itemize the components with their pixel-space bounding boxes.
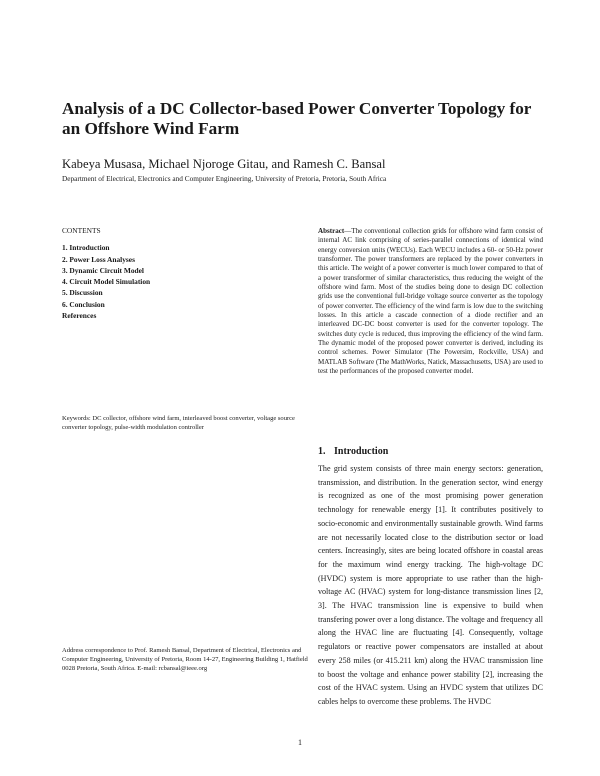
abstract-text: —The conventional collection grids for offshore wind farm consist of internal AC link comprising of series-parallel connections of identical wind energy conversion units (WECUs). Each WECU includes a 60- or 50-Hz power transformer. The power transformers are replaced by the power converters in this article. The weight of a power converter is much lower compared to that of a power transformer of similar characteristics, thus reducing the weight of the offshore wind farm. Most of the studies being done to design DC collection grids use the conventional full-bridge voltage source converter as the topology of power converter. The efficiency of the wind farm is low due to the switching losses. In this article a cascade connection of a diode rectifier and an interleaved DC-DC boost converter is used for the converter topology. The switches duty cycle is reduced, thus improving the efficiency of the wind farm. The dynamic model of the proposed power converter is derived, including its control schemes. Power Simulator (The Powersim, Rockville, USA) and MATLAB Software (The MathWorks, Natick, Massachusetts, USA) are used to test the performances of the proposed converter model. xyxy=(318,227,543,375)
correspondence-address: Address correspondence to Prof. Ramesh Bansal, Department of Electrical, Electronics and Computer Engineering, University of Pretoria, Room 14-27, Engineering Building 1, Hatfield 0028 Pretoria, South Africa. E-mail: rcbansal@ieee.org xyxy=(62,647,308,673)
contents-item: 5. Discussion xyxy=(62,288,103,298)
contents-item: 2. Power Loss Analyses xyxy=(62,254,135,264)
abstract xyxy=(318,227,543,376)
contents-item: 4. Circuit Model Simulation xyxy=(62,277,151,287)
contents-item: 1. Introduction xyxy=(62,243,110,253)
author-list: Kabeya Musasa, Michael Njoroge Gitau, and Ramesh C. Bansal xyxy=(62,157,386,171)
introduction-body: The grid system consists of three main energy sectors: generation, transmission, and distribution. In the generation sector, wind energy is recognized as one of the most promising power generation technology for renewable energy [1]. It contributes positively to socio-economic and environmentally sustainable growth. Wind farms are not necessarily located close to the distribution sector or load centers. Increasingly, sites are being located offshore in coastal areas for the maximum wind energy tracking. The high-voltage DC (HVDC) system is more appropriate to use rather than the high-voltage AC (HVAC) system for long-distance transmission lines [2, 3]. The HVAC transmission line is expensive to build when transfering power over a long distance. The voltage and frequency all along the HVAC line are fluctuating [4]. Consequently, voltage regulators or reactive power compensators are installed at about every 258 miles (or 415.211 km) along the HVAC transmission line to boost the voltage and enhance power stability [2], increasing the cost of the HVAC system. Using an HVDC system that utilizes DC cables helps to overcome these problems. The HVDC xyxy=(318,464,543,706)
section-heading-introduction xyxy=(318,446,543,458)
contents-item: 3. Dynamic Circuit Model xyxy=(62,265,144,275)
section-number: 1. xyxy=(318,446,326,457)
affiliation: Department of Electrical, Electronics and Computer Engineering, University of Pretoria, Pretoria, South Africa xyxy=(62,174,387,183)
section-title: Introduction xyxy=(334,446,389,457)
abstract-label: Abstract xyxy=(318,227,345,235)
contents-item: References xyxy=(62,311,97,321)
page-number: 1 xyxy=(298,738,302,747)
paper-title: Analysis of a DC Collector-based Power Converter Topology for an Offshore Wind Farm xyxy=(62,99,532,138)
keywords: Keywords: DC collector, offshore wind farm, interleaved boost converter, voltage source converter topology, pulse-width modulation controller xyxy=(62,415,295,431)
table-of-contents xyxy=(62,225,262,321)
contents-item: 6. Conclusion xyxy=(62,299,105,309)
contents-heading: CONTENTS xyxy=(62,226,101,235)
